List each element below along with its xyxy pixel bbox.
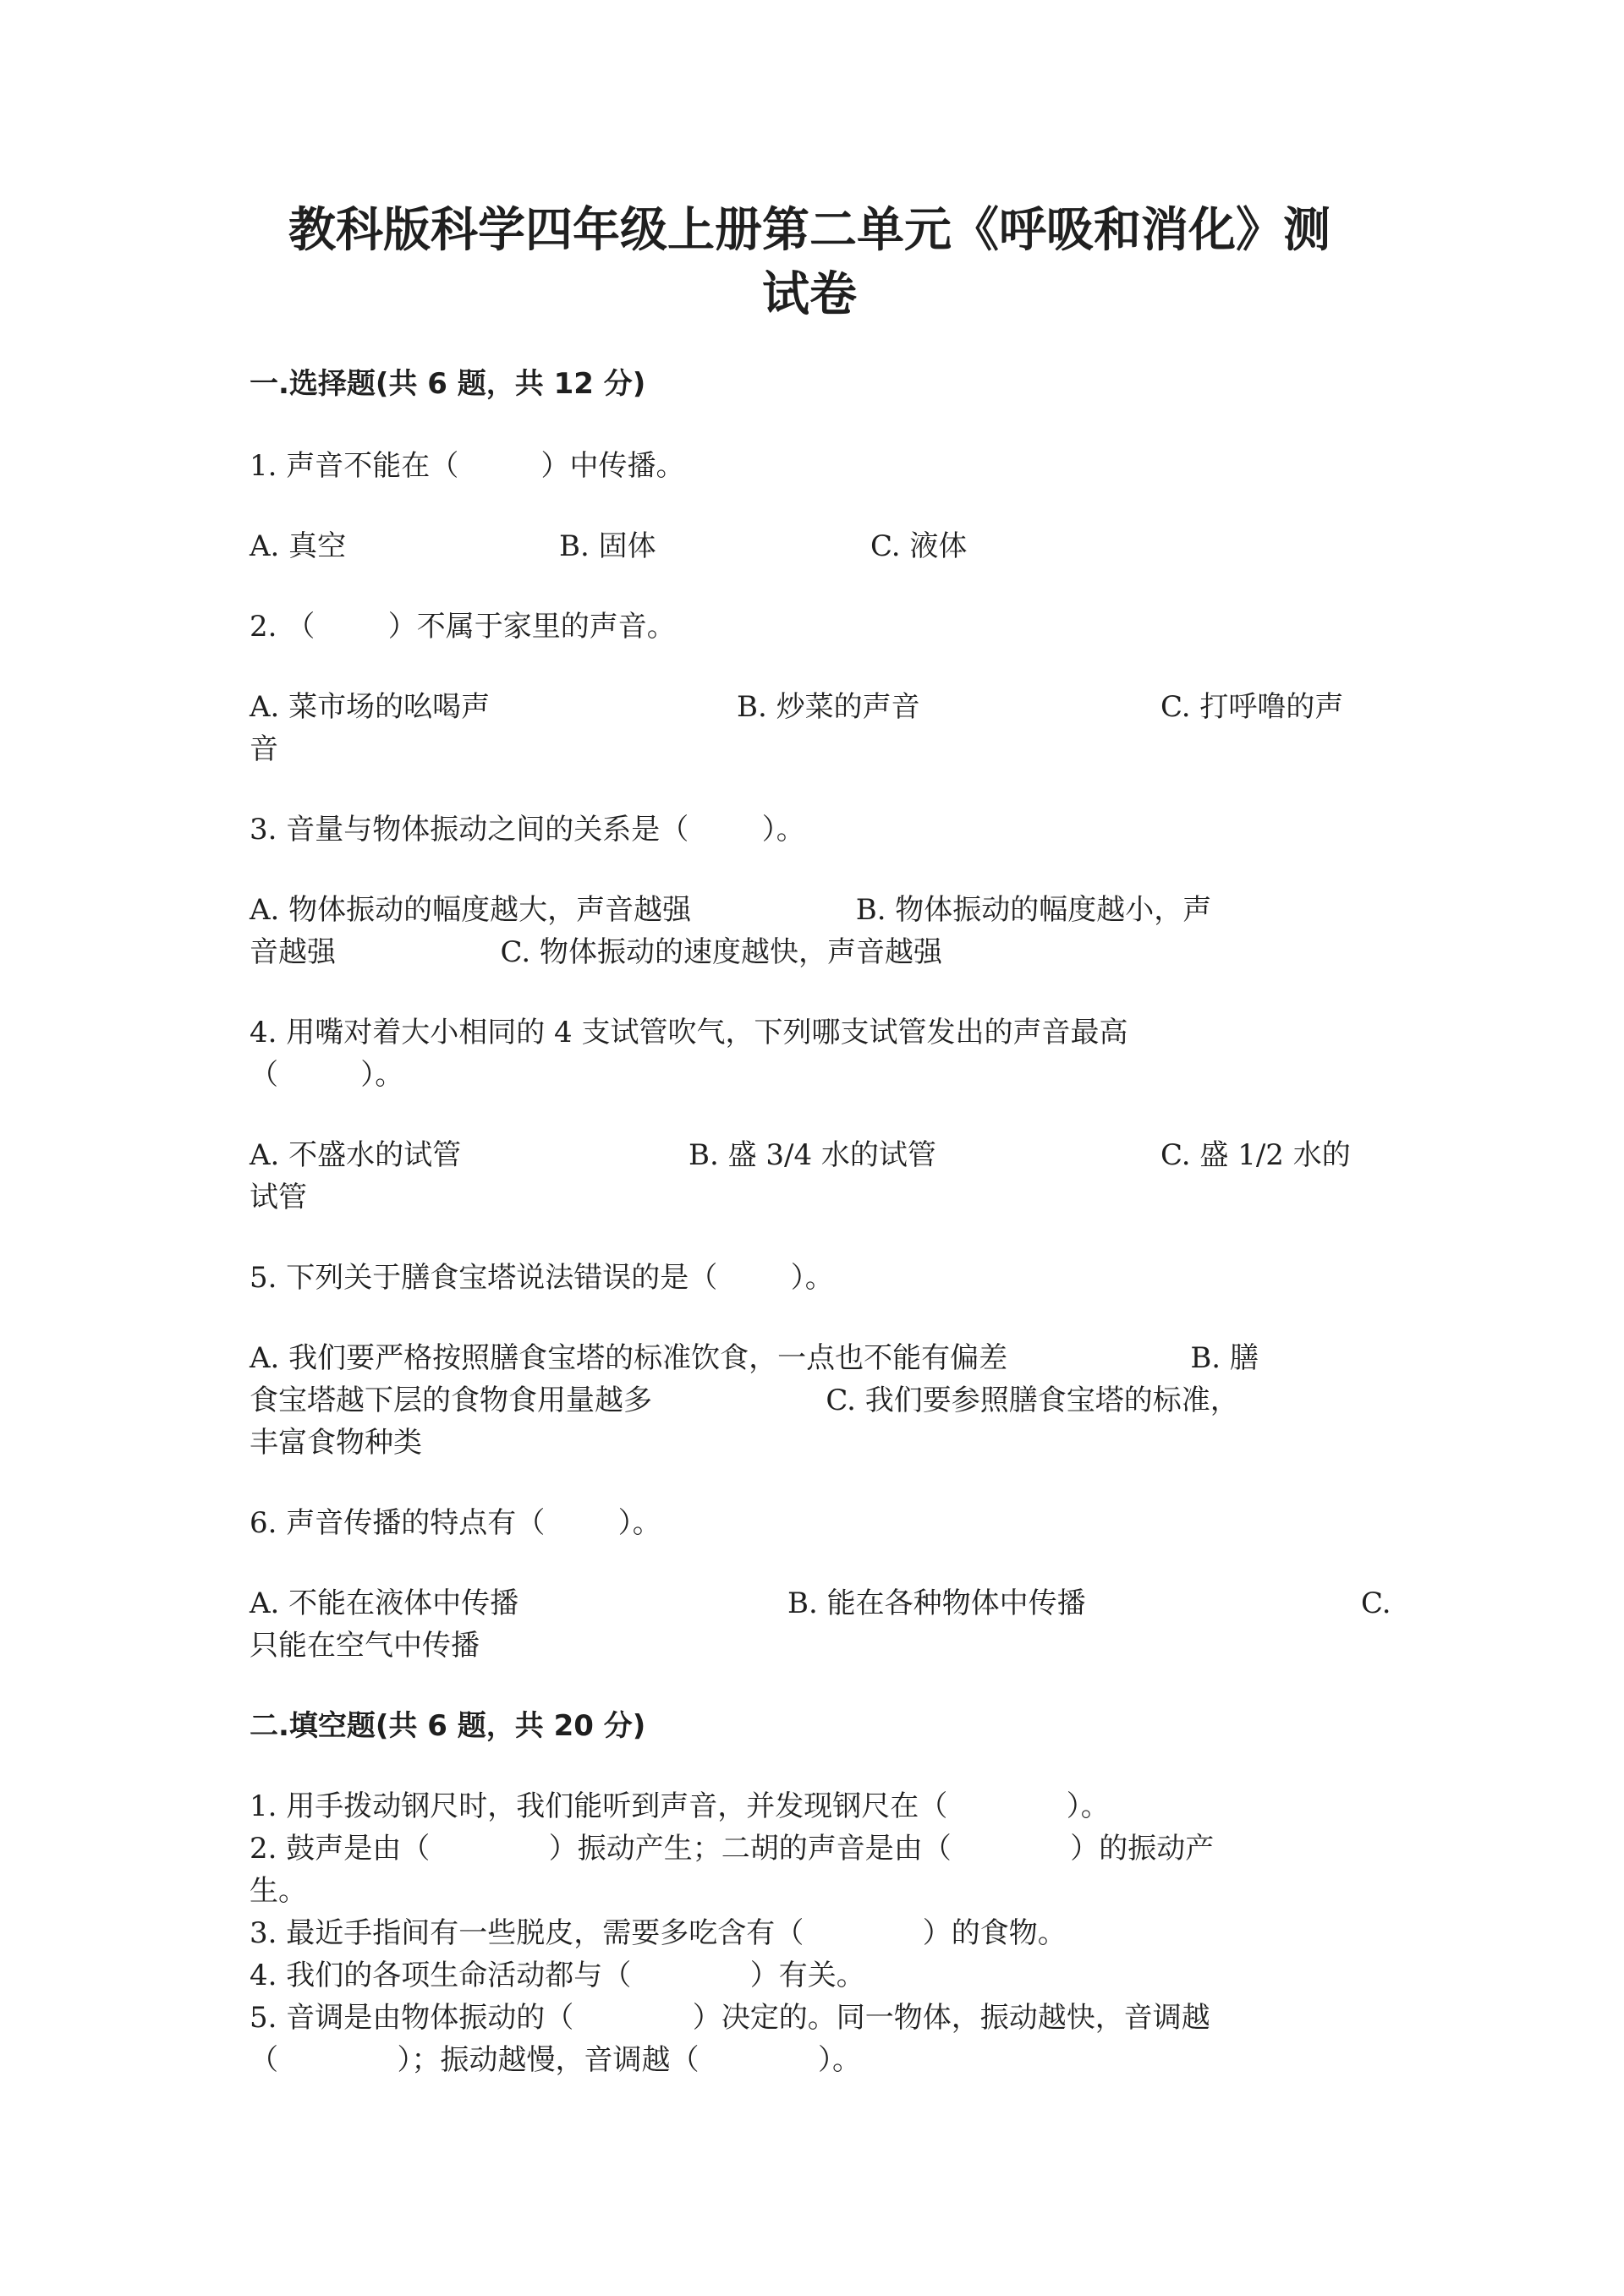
exam-title bbox=[247, 0, 1372, 327]
q5-options-line-3: 丰富食物种类 bbox=[250, 1426, 422, 1460]
q1-option-a: A. 真空 bbox=[250, 529, 347, 563]
q5-options-line-2: 食宝塔越下层的食物食用量越多 C. 我们要参照膳食宝塔的标准， bbox=[250, 1384, 1239, 1417]
q4-option-c-wrap: 试管 bbox=[250, 1181, 307, 1214]
section-1-heading: 一.选择题(共 6 题，共 12 分) bbox=[250, 367, 646, 401]
q5-options-line-1: A. 我们要严格按照膳食宝塔的标准饮食，一点也不能有偏差 B. 膳 bbox=[250, 1341, 1259, 1375]
q3-stem: 3. 音量与物体振动之间的关系是（ ）。 bbox=[250, 813, 805, 847]
q6-stem: 6. 声音传播的特点有（ ）。 bbox=[250, 1506, 661, 1540]
q6-option-a: A. 不能在液体中传播 bbox=[250, 1586, 519, 1620]
q3-options-line-2: 音越强 C. 物体振动的速度越快，声音越强 bbox=[250, 935, 942, 969]
q5-stem: 5. 下列关于膳食宝塔说法错误的是（ ）。 bbox=[250, 1261, 834, 1295]
fill-q2-line-2: 生。 bbox=[250, 1874, 307, 1908]
q1-option-c: C. 液体 bbox=[870, 529, 968, 563]
fill-q3: 3. 最近手指间有一些脱皮，需要多吃含有（ ）的食物。 bbox=[250, 1916, 1067, 1950]
q6-option-c: C. bbox=[1361, 1586, 1391, 1620]
exam-title-line-1: 教科版科学四年级上册第二单元《呼吸和消化》测 bbox=[288, 203, 1330, 258]
q4-option-c: C. 盛 1/2 水的 bbox=[1160, 1138, 1351, 1172]
q2-option-c: C. 打呼噜的声 bbox=[1160, 690, 1344, 724]
q4-option-a: A. 不盛水的试管 bbox=[250, 1138, 462, 1172]
fill-q2-line-1: 2. 鼓声是由（ ）振动产生；二胡的声音是由（ ）的振动产 bbox=[250, 1832, 1215, 1866]
q1-stem: 1. 声音不能在（ ）中传播。 bbox=[250, 449, 685, 483]
q2-option-a: A. 菜市场的吆喝声 bbox=[250, 690, 491, 724]
q6-option-b: B. 能在各种物体中传播 bbox=[787, 1586, 1086, 1620]
q4-stem-line-2: （ ）。 bbox=[250, 1058, 404, 1092]
q2-option-b: B. 炒菜的声音 bbox=[737, 690, 920, 724]
q4-stem-line-1: 4. 用嘴对着大小相同的 4 支试管吹气，下列哪支试管发出的声音最高 bbox=[250, 1016, 1128, 1049]
q3-options-line-1: A. 物体振动的幅度越大，声音越强 B. 物体振动的幅度越小，声 bbox=[250, 893, 1212, 927]
section-2-heading: 二.填空题(共 6 题，共 20 分) bbox=[250, 1709, 646, 1743]
q2-stem: 2. （ ）不属于家里的声音。 bbox=[250, 610, 676, 644]
q6-option-c-wrap: 只能在空气中传播 bbox=[250, 1629, 480, 1663]
q2-option-c-wrap: 音 bbox=[250, 732, 278, 766]
q1-option-b: B. 固体 bbox=[559, 529, 656, 563]
fill-q5-line-2: （ ）；振动越慢，音调越（ ）。 bbox=[250, 2043, 861, 2077]
exam-title-line-2: 试卷 bbox=[762, 267, 857, 322]
fill-q4: 4. 我们的各项生命活动都与（ ）有关。 bbox=[250, 1959, 865, 1992]
fill-q5-line-1: 5. 音调是由物体振动的（ ）决定的。同一物体，振动越快，音调越 bbox=[250, 2001, 1210, 2035]
fill-q1: 1. 用手拨动钢尺时，我们能听到声音，并发现钢尺在（ ）。 bbox=[250, 1789, 1110, 1823]
q4-option-b: B. 盛 3/4 水的试管 bbox=[689, 1138, 936, 1172]
